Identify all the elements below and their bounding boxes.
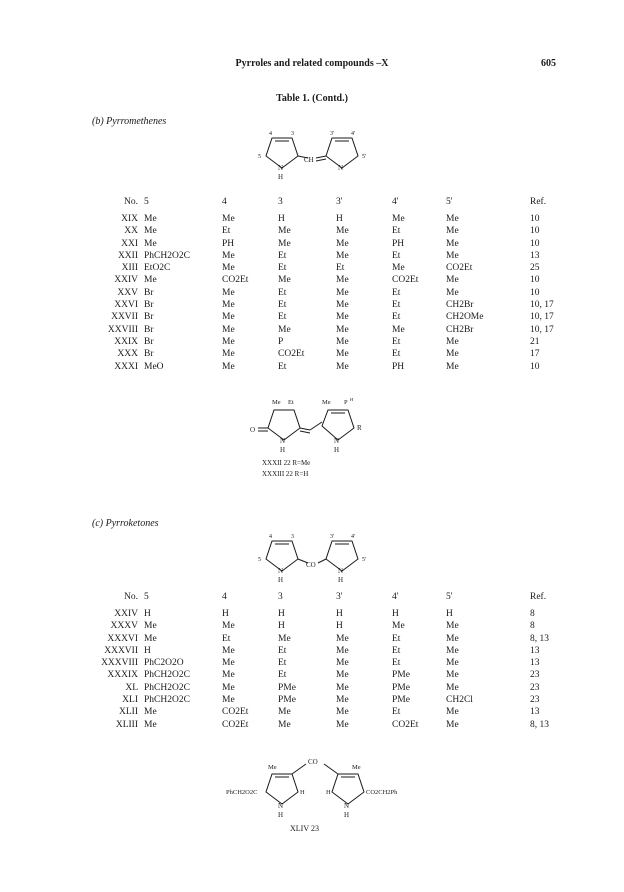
ring-h-left: H: [300, 789, 305, 796]
cell-4: Me: [222, 214, 235, 224]
table-row: [82, 669, 580, 681]
cell-3: CO2Et: [278, 349, 305, 360]
table-title: Table 1. (Contd.): [276, 93, 348, 104]
cell-4: Me: [222, 250, 235, 261]
table-row: [82, 682, 580, 694]
cell-ref: 17: [530, 349, 540, 360]
table-row: [82, 311, 580, 323]
co-bridge: CO: [306, 561, 316, 569]
cell-5p: Me: [446, 658, 459, 669]
cell-5p: Me: [446, 361, 459, 372]
cell-5p: Me: [446, 645, 459, 656]
ring-h-right: H: [338, 576, 344, 584]
col-header-3p: 3': [336, 591, 343, 602]
ch-bridge: CH: [304, 156, 314, 164]
cell-3p: Me: [336, 238, 349, 249]
cell-3p: Me: [336, 349, 349, 360]
cell-4: Me: [222, 658, 235, 669]
table-row: [82, 694, 580, 706]
cell-3p: H: [336, 609, 343, 619]
me-left: Me: [268, 764, 277, 771]
ring-num-left-5: 5: [258, 557, 261, 563]
cell-3: H: [278, 609, 285, 619]
ring-num-left-4: 4: [269, 131, 272, 137]
table-row: [82, 348, 580, 360]
ring-n-left: N: [278, 164, 284, 172]
cell-no: XX: [124, 226, 138, 237]
cell-3: PMe: [278, 695, 296, 706]
cell-3: Me: [278, 707, 291, 718]
cell-4p: PH: [392, 238, 405, 249]
cell-ref: 10, 17: [530, 300, 554, 311]
ring-h-right: H: [326, 789, 331, 796]
n-right: N: [344, 802, 350, 810]
table-row: [82, 620, 580, 632]
cell-5: Br: [144, 324, 154, 335]
cell-5: PhCH2O2C: [144, 682, 190, 693]
col-header-4p: 4': [392, 196, 399, 207]
cell-no: XXXI: [114, 361, 138, 372]
cell-ref: 10, 17: [530, 312, 554, 323]
nh-left-h: H: [278, 811, 284, 819]
cell-ref: 23: [530, 682, 540, 693]
cell-5p: Me: [446, 682, 459, 693]
cell-5: Br: [144, 300, 154, 311]
cell-no: XXI: [121, 238, 138, 249]
page-number: 605: [541, 58, 556, 69]
cell-ref: 10: [530, 361, 540, 372]
cell-no: XXXVIII: [101, 658, 138, 669]
cell-ref: 25: [530, 263, 540, 274]
cell-5p: CO2Et: [446, 263, 473, 274]
cell-4: Me: [222, 324, 235, 335]
n-left: N: [278, 802, 284, 810]
cell-no: XXII: [117, 250, 138, 261]
pyrromethenone-structure: [250, 396, 378, 466]
cell-5: Br: [144, 287, 154, 298]
table-row: [82, 706, 580, 718]
table-row: [82, 250, 580, 262]
cell-ref: 8: [530, 609, 535, 619]
cell-3: Me: [278, 324, 291, 335]
cell-3p: H: [336, 621, 343, 632]
cell-3p: Me: [336, 275, 349, 286]
cell-no: XXVI: [114, 300, 138, 311]
cell-3: Et: [278, 670, 287, 681]
nh-right-h: H: [344, 811, 350, 819]
cell-ref: 8: [530, 621, 535, 632]
caption-xxxiii: XXXIII 22 R=H: [262, 470, 309, 478]
cell-3p: Et: [336, 263, 345, 274]
cell-4: Me: [222, 645, 235, 656]
cell-3: Et: [278, 658, 287, 669]
sub-me-right: Me: [322, 399, 331, 406]
cell-5: Me: [144, 719, 157, 730]
cell-3: Me: [278, 226, 291, 237]
ring-num-left-3: 3: [291, 534, 294, 540]
col-header-no: No.: [124, 591, 138, 602]
cell-5p: Me: [446, 214, 459, 224]
ring-num-right-5p: 5': [362, 154, 367, 160]
sub-et: Et: [288, 399, 294, 406]
r-group: R: [357, 424, 362, 432]
table-row: [82, 299, 580, 311]
cell-3p: Me: [336, 361, 349, 372]
cell-4: Et: [222, 633, 231, 644]
ring-num-right-3p: 3': [330, 131, 335, 137]
col-header-no: No.: [124, 196, 138, 207]
cell-3p: Me: [336, 312, 349, 323]
cell-3: H: [278, 621, 285, 632]
cell-5p: Me: [446, 719, 459, 730]
cell-5p: Me: [446, 336, 459, 347]
cell-ref: 10: [530, 214, 540, 224]
cell-4: PH: [222, 238, 235, 249]
table-row: [82, 645, 580, 657]
cell-5p: Me: [446, 633, 459, 644]
cell-5: H: [144, 609, 151, 619]
cell-no: XXXVI: [107, 633, 138, 644]
cell-no: XXXVII: [104, 645, 138, 656]
cell-4: Me: [222, 361, 235, 372]
ring-n-right: N: [338, 567, 344, 575]
sub-me-left: Me: [272, 399, 281, 406]
pyrroketone-structure: [258, 529, 378, 589]
table-header-row: [82, 586, 580, 608]
cell-5: Me: [144, 633, 157, 644]
cell-4p: PMe: [392, 682, 410, 693]
cell-ref: 10, 17: [530, 324, 554, 335]
cell-no: XXV: [117, 287, 138, 298]
carbonyl-o: O: [250, 426, 256, 434]
cell-3p: Me: [336, 324, 349, 335]
col-header-ref: Ref.: [530, 196, 547, 207]
cell-5: PhCH2O2C: [144, 670, 190, 681]
cell-ref: 21: [530, 336, 540, 347]
cell-3: Et: [278, 263, 287, 274]
col-header-3p: 3': [336, 196, 343, 207]
cell-no: XXIX: [114, 336, 138, 347]
cell-5: Me: [144, 214, 157, 224]
cell-no: XXVIII: [107, 324, 138, 335]
cell-3: P: [278, 336, 284, 347]
col-header-3: 3: [278, 591, 283, 602]
ring-num-left-3: 3: [291, 131, 294, 137]
cell-4p: Et: [392, 226, 401, 237]
cell-3p: Me: [336, 336, 349, 347]
cell-5p: Me: [446, 226, 459, 237]
cell-ref: 8, 13: [530, 719, 549, 730]
ring-num-right-4p: 4': [351, 534, 356, 540]
cell-ref: 23: [530, 695, 540, 706]
col-header-ref: Ref.: [530, 591, 547, 602]
cell-3: Et: [278, 312, 287, 323]
col-header-4: 4: [222, 196, 227, 207]
cell-ref: 23: [530, 670, 540, 681]
cell-3p: Me: [336, 682, 349, 693]
cell-3p: H: [336, 214, 343, 224]
cell-3p: Me: [336, 695, 349, 706]
cell-ref: 10: [530, 238, 540, 249]
col-header-4p: 4': [392, 591, 399, 602]
cell-4: Me: [222, 287, 235, 298]
col-header-5p: 5': [446, 196, 453, 207]
table-row: [82, 719, 580, 731]
cell-4: Me: [222, 263, 235, 274]
table-row: [82, 336, 580, 348]
cell-4p: Et: [392, 250, 401, 261]
cell-3: PMe: [278, 682, 296, 693]
cell-5: Br: [144, 336, 154, 347]
me-right: Me: [352, 764, 361, 771]
cell-5: Me: [144, 707, 157, 718]
nh-right-h: H: [334, 446, 340, 454]
sub-p-sup: H: [350, 397, 354, 402]
cell-4p: PH: [392, 361, 405, 372]
cell-3: Et: [278, 287, 287, 298]
cell-5p: Me: [446, 707, 459, 718]
cell-4p: Et: [392, 287, 401, 298]
cell-4: Me: [222, 349, 235, 360]
cell-3p: Me: [336, 300, 349, 311]
section-heading-pyrroketones: (c) Pyrroketones: [92, 518, 159, 529]
cell-4: Me: [222, 300, 235, 311]
cell-4p: Me: [392, 621, 405, 632]
cell-no: XIII: [121, 263, 138, 274]
cell-5: Br: [144, 312, 154, 323]
cell-no: XLIII: [115, 719, 138, 730]
cell-3: Et: [278, 300, 287, 311]
cell-4: Et: [222, 226, 231, 237]
cell-5p: CH2Br: [446, 324, 474, 335]
table-row: [82, 274, 580, 286]
cell-4: CO2Et: [222, 707, 249, 718]
cell-4p: Et: [392, 658, 401, 669]
cell-ref: 10: [530, 226, 540, 237]
cell-4: CO2Et: [222, 719, 249, 730]
cell-5p: Me: [446, 275, 459, 286]
table-header-row: [82, 191, 580, 213]
cell-ref: 13: [530, 658, 540, 669]
ring-num-right-5p: 5': [362, 557, 367, 563]
cell-3p: Me: [336, 719, 349, 730]
cell-3p: Me: [336, 658, 349, 669]
cell-ref: 10: [530, 275, 540, 286]
pyrromethene-table: [82, 191, 580, 373]
cell-no: XL: [125, 682, 138, 693]
cell-3p: Me: [336, 633, 349, 644]
cell-4p: Et: [392, 300, 401, 311]
cell-no: XXIV: [114, 275, 138, 286]
cell-4: Me: [222, 312, 235, 323]
cell-no: XIX: [121, 214, 138, 224]
cell-4p: H: [392, 609, 399, 619]
cell-5: PhC2O2O: [144, 658, 184, 669]
table-row: [82, 287, 580, 299]
cell-4p: Et: [392, 707, 401, 718]
nh-right-n: N: [334, 437, 340, 445]
table-row: [82, 213, 580, 225]
cell-3: Me: [278, 275, 291, 286]
cell-4: Me: [222, 695, 235, 706]
cell-5: MeO: [144, 361, 164, 372]
cell-5p: Me: [446, 250, 459, 261]
cell-5p: Me: [446, 238, 459, 249]
cell-no: XXVII: [111, 312, 138, 323]
cell-4p: Et: [392, 633, 401, 644]
cell-4: Me: [222, 670, 235, 681]
cell-4: H: [222, 609, 229, 619]
cell-5: Me: [144, 238, 157, 249]
cell-5: Me: [144, 621, 157, 632]
ring-num-right-4p: 4': [351, 131, 356, 137]
cell-4p: Et: [392, 336, 401, 347]
table-row: [82, 262, 580, 274]
co-top: CO: [308, 758, 318, 766]
cell-4p: Me: [392, 214, 405, 224]
cell-ref: 8, 13: [530, 633, 549, 644]
cell-4: Me: [222, 336, 235, 347]
cell-no: XXXIX: [107, 670, 138, 681]
cell-no: XXIV: [114, 609, 138, 619]
cell-ref: 13: [530, 645, 540, 656]
cell-4: Me: [222, 682, 235, 693]
cell-3: Me: [278, 238, 291, 249]
cell-4p: Me: [392, 263, 405, 274]
table-row: [82, 225, 580, 237]
col-header-5: 5: [144, 196, 149, 207]
cell-5p: CH2Br: [446, 300, 474, 311]
cell-5: PhCH2O2C: [144, 250, 190, 261]
cell-no: XLI: [122, 695, 138, 706]
cell-5p: H: [446, 609, 453, 619]
nh-left-h: H: [280, 446, 286, 454]
cell-3: Me: [278, 719, 291, 730]
cell-3p: Me: [336, 645, 349, 656]
table-row: [82, 633, 580, 645]
pyrromethene-structure: [258, 126, 378, 186]
sub-p: P: [344, 399, 348, 406]
cell-4p: CO2Et: [392, 719, 419, 730]
pyrroketone-table: [82, 586, 580, 731]
cell-3: Et: [278, 645, 287, 656]
sub-left: PhCH2O2C: [226, 789, 258, 796]
cell-5p: CH2OMe: [446, 312, 484, 323]
cell-3: Et: [278, 361, 287, 372]
ring-n-left: N: [278, 567, 284, 575]
col-header-5p: 5': [446, 591, 453, 602]
cell-no: XLII: [119, 707, 138, 718]
cell-3p: Me: [336, 287, 349, 298]
cell-5: EtO2C: [144, 263, 171, 274]
cell-4: Me: [222, 621, 235, 632]
sub-right: CO2CH2Ph: [366, 789, 398, 796]
ring-num-left-4: 4: [269, 534, 272, 540]
table-row: [82, 238, 580, 250]
cell-3: Et: [278, 250, 287, 261]
cell-5p: Me: [446, 287, 459, 298]
col-header-5: 5: [144, 591, 149, 602]
running-title: Pyrroles and related compounds –X: [235, 58, 389, 69]
cell-4p: Et: [392, 349, 401, 360]
table-row: [82, 608, 580, 620]
ring-h-left: H: [278, 576, 284, 584]
cell-4p: Et: [392, 645, 401, 656]
cell-ref: 13: [530, 707, 540, 718]
table-row: [82, 657, 580, 669]
ring-h-left: H: [278, 173, 284, 181]
ring-n-right: N: [338, 164, 344, 172]
cell-5: PhCH2O2C: [144, 695, 190, 706]
section-heading-pyrromethenes: (b) Pyrromethenes: [92, 116, 167, 127]
cell-ref: 10: [530, 287, 540, 298]
cell-no: XXXV: [110, 621, 138, 632]
cell-3: Me: [278, 633, 291, 644]
nh-left-n: N: [280, 437, 286, 445]
cell-4p: Et: [392, 312, 401, 323]
cell-5p: CH2Cl: [446, 695, 473, 706]
cell-5p: Me: [446, 349, 459, 360]
table-row: [82, 324, 580, 336]
cell-4p: PMe: [392, 695, 410, 706]
cell-5: Br: [144, 349, 154, 360]
col-header-3: 3: [278, 196, 283, 207]
ring-num-right-3p: 3': [330, 534, 335, 540]
col-header-4: 4: [222, 591, 227, 602]
cell-4p: PMe: [392, 670, 410, 681]
cell-ref: 13: [530, 250, 540, 261]
ring-num-left-5: 5: [258, 154, 261, 160]
cell-4p: CO2Et: [392, 275, 419, 286]
pyrromethenone-captions: [262, 458, 310, 480]
cell-4: CO2Et: [222, 275, 249, 286]
cell-4p: Me: [392, 324, 405, 335]
cell-3p: Me: [336, 670, 349, 681]
cell-5p: Me: [446, 621, 459, 632]
cell-3p: Me: [336, 226, 349, 237]
cell-5: Me: [144, 226, 157, 237]
cell-3p: Me: [336, 707, 349, 718]
cell-5: Me: [144, 275, 157, 286]
cell-5: H: [144, 645, 151, 656]
table-row: [82, 361, 580, 373]
caption-xliv: XLIV 23: [290, 824, 319, 833]
caption-xxxii: XXXII 22 R=Me: [262, 459, 311, 467]
cell-no: XXX: [117, 349, 138, 360]
cell-5p: Me: [446, 670, 459, 681]
cell-3p: Me: [336, 250, 349, 261]
cell-3: H: [278, 214, 285, 224]
diketone-structure: [228, 752, 408, 822]
